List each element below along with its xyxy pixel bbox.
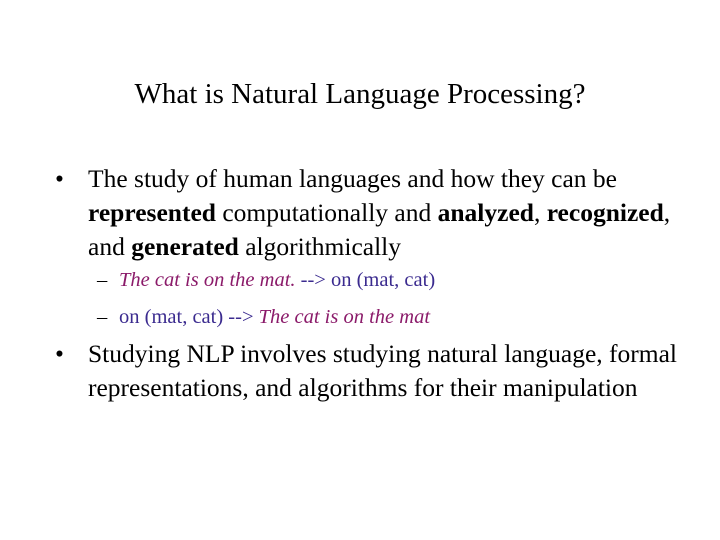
keyword-analyzed: analyzed [437,198,534,227]
bullet-text [88,162,695,264]
bullet-text-part: , and [88,198,671,261]
bullet-marker: • [55,164,64,193]
bullet-text-part: computationally and [215,198,438,227]
bullet-text-part: algorithmically [238,232,402,261]
keyword-represented: represented [88,198,216,227]
bullet-marker: • [55,339,64,368]
example-sentence: The cat is on the mat [258,306,431,328]
bullet-text-part: The study of human languages and how they can be [88,164,617,193]
bullet-studying-nlp [55,337,695,405]
sub-bullet-marker: – [97,269,108,291]
example-sentence: The cat is on the mat. [119,269,296,291]
keyword-generated: generated [131,232,239,261]
example-logic-form: on (mat, cat) --> [119,306,259,328]
slide-title: What is Natural Language Processing? [134,78,586,110]
keyword-recognized: recognized [546,198,664,227]
sub-bullet-marker: – [97,306,108,328]
sub-bullet-sentence-to-logic [97,267,697,293]
bullet-text: Studying NLP involves studying natural language, formal representations, and algorithms for their manipulation [88,339,678,402]
example-logic-form: --> on (mat, cat) [295,269,436,291]
sub-bullet-logic-to-sentence [97,304,697,330]
bullet-nlp-definition [55,162,695,264]
bullet-text-part: , [533,198,547,227]
